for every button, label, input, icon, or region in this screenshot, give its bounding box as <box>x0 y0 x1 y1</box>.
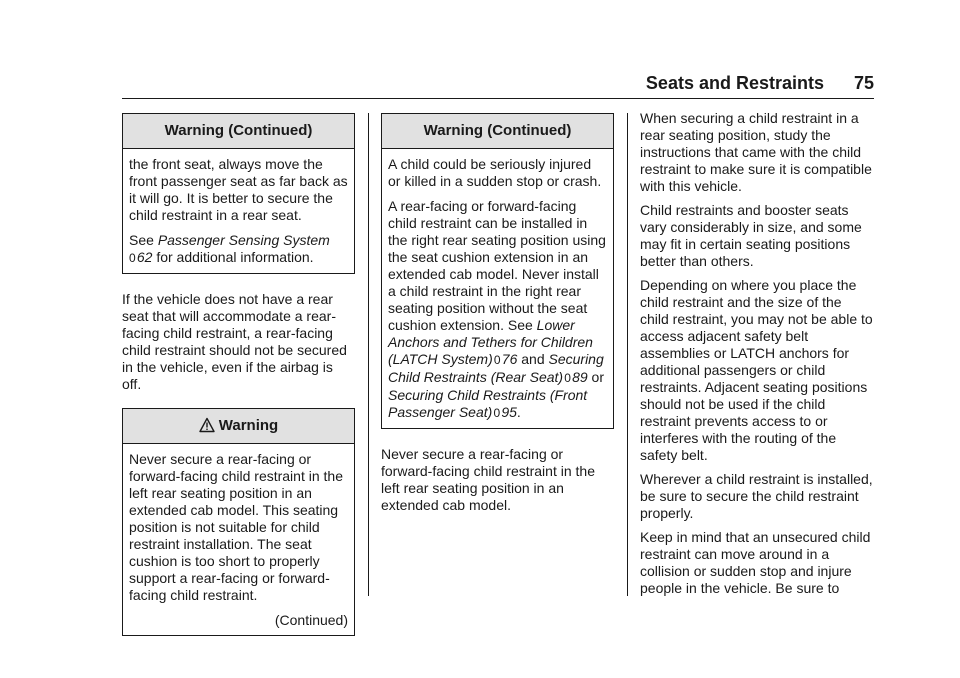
body-paragraph-2: Child restraints and booster seats vary considerably in size, and some may fit in certain seating positions better than others. <box>640 202 862 269</box>
warning-box-body <box>123 149 354 273</box>
page-number: 75 <box>853 73 874 93</box>
body-paragraph: Never secure a rear-facing or forward-facing child restraint in the left rear seating position in an extended cab model. <box>381 446 595 513</box>
body-paragraph-4: Wherever a child restraint is installed, be sure to secure the child restraint properly. <box>640 471 873 521</box>
warning-box-title: Warning (Continued) <box>123 114 354 149</box>
page-ref-icon: 0 <box>493 353 501 367</box>
continued-label: (Continued) <box>274 612 348 628</box>
section-title: Seats and Restraints <box>645 73 824 93</box>
warning-triangle-icon <box>199 412 215 446</box>
warning-box-body <box>123 444 354 635</box>
warning-text: Never secure a rear-facing or forward-facing child restraint in the left rear seating position in an extended cab model. This seating position is not suitable for child restraint installation. The seat cushion is too short to properly support a rear-facing or forward-facing child restraint. <box>129 451 343 603</box>
warning-box-title: Warning (Continued) <box>382 114 613 149</box>
page-header <box>122 72 874 98</box>
page-ref-62[interactable]: 62 <box>136 249 153 265</box>
page-ref-89[interactable]: 89 <box>572 369 588 385</box>
body-paragraph-5: Keep in mind that an unsecured child restraint can move around in a collision or sudden stop and injure people in the vehicle. Be sure to <box>640 529 871 596</box>
page-ref-76[interactable]: 76 <box>501 351 518 367</box>
column-1 <box>122 113 355 636</box>
warning-box-continued <box>122 113 355 274</box>
warning-box-body <box>382 149 613 428</box>
page-ref-icon: 0 <box>493 406 501 420</box>
column-3 <box>640 110 874 604</box>
body-paragraph-3: Depending on where you place the child restraint and the size of the child restraint, you may not be able to access adjacent safety belt assemblies or LATCH anchors for additional passengers or child restraints. Adjacent seating positions should not be used if the child restraint prevents access to or interferes with the routing of the safety belt. <box>640 277 873 463</box>
period: . <box>516 404 521 420</box>
warning-box-header <box>123 409 354 444</box>
warning-box-continued <box>381 113 614 429</box>
body-paragraph-1: When securing a child restraint in a rear seating position, study the instructions that came with the child restraint to make sure it is compatible with this vehicle. <box>640 110 872 194</box>
see-text: See <box>129 232 158 248</box>
warning-text: A child could be seriously injured or killed in a sudden stop or crash. <box>388 156 602 189</box>
or-text: or <box>587 369 605 385</box>
column-divider-1 <box>368 113 369 596</box>
warning-text-references <box>388 198 607 422</box>
warning-text: the front seat, always move the front passenger seat as far back as it will go. It is better to secure the child restraint in a rear seat. <box>129 156 348 223</box>
page-ref-icon: 0 <box>564 371 571 385</box>
body-paragraph: If the vehicle does not have a rear seat that will accommodate a rear-facing child restraint, a rear-facing child restraint should not be secured in the vehicle, even if the airbag is off. <box>122 291 347 392</box>
link-latch-system[interactable]: Lower Anchors and Tethers for Children (LATCH System) <box>388 317 593 367</box>
column-2 <box>381 113 614 521</box>
warning-box <box>122 408 355 636</box>
warning-text-main: A rear-facing or forward-facing child restraint can be installed in the right rear seating position using the seat cushion extension in an extended cab model. Never install a child restraint in the right rear seating position without the seat cushion extension. See <box>388 198 606 333</box>
link-securing-front-seat[interactable]: Securing Child Restraints (Front Passenger Seat) <box>388 387 588 420</box>
page-ref-95[interactable]: 95 <box>501 404 517 420</box>
link-passenger-sensing-system[interactable]: Passenger Sensing System <box>157 232 330 248</box>
header-divider <box>122 98 874 99</box>
warning-box-title: Warning <box>218 417 279 434</box>
column-divider-2 <box>627 113 628 596</box>
reference-suffix: for additional information. <box>152 249 314 265</box>
warning-reference <box>129 232 348 267</box>
page-ref-icon: 0 <box>129 251 136 265</box>
and-text: and <box>517 351 549 367</box>
link-securing-rear-seat[interactable]: Securing Child Restraints (Rear Seat) <box>388 351 604 385</box>
